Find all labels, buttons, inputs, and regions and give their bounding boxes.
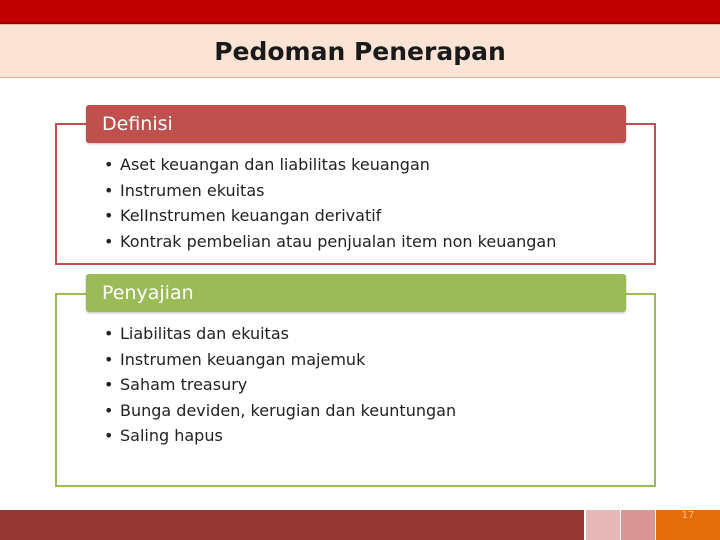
penyajian-heading: Penyajian	[86, 274, 626, 312]
penyajian-list	[104, 321, 456, 449]
definisi-heading: Definisi	[86, 105, 626, 143]
penyajian-item: • Liabilitas dan ekuitas	[104, 321, 456, 347]
slide-title: Pedoman Penerapan	[214, 37, 506, 66]
definisi-item: • Instrumen ekuitas	[104, 178, 556, 204]
footer-block-light	[586, 510, 620, 540]
definisi-item: • Aset keuangan dan liabilitas keuangan	[104, 152, 556, 178]
title-band	[0, 24, 720, 78]
penyajian-item: • Saham treasury	[104, 372, 456, 398]
definisi-list	[104, 152, 556, 254]
top-accent-bar	[0, 0, 720, 24]
footer-block-medium	[621, 510, 655, 540]
penyajian-item: • Bunga deviden, kerugian dan keuntungan	[104, 398, 456, 424]
definisi-item: • KelInstrumen keuangan derivatif	[104, 203, 556, 229]
footer-bar	[0, 510, 584, 540]
penyajian-item: • Instrumen keuangan majemuk	[104, 347, 456, 373]
penyajian-item: • Saling hapus	[104, 423, 456, 449]
page-number: 17	[681, 510, 695, 521]
definisi-item: • Kontrak pembelian atau penjualan item non keuangan	[104, 229, 556, 255]
